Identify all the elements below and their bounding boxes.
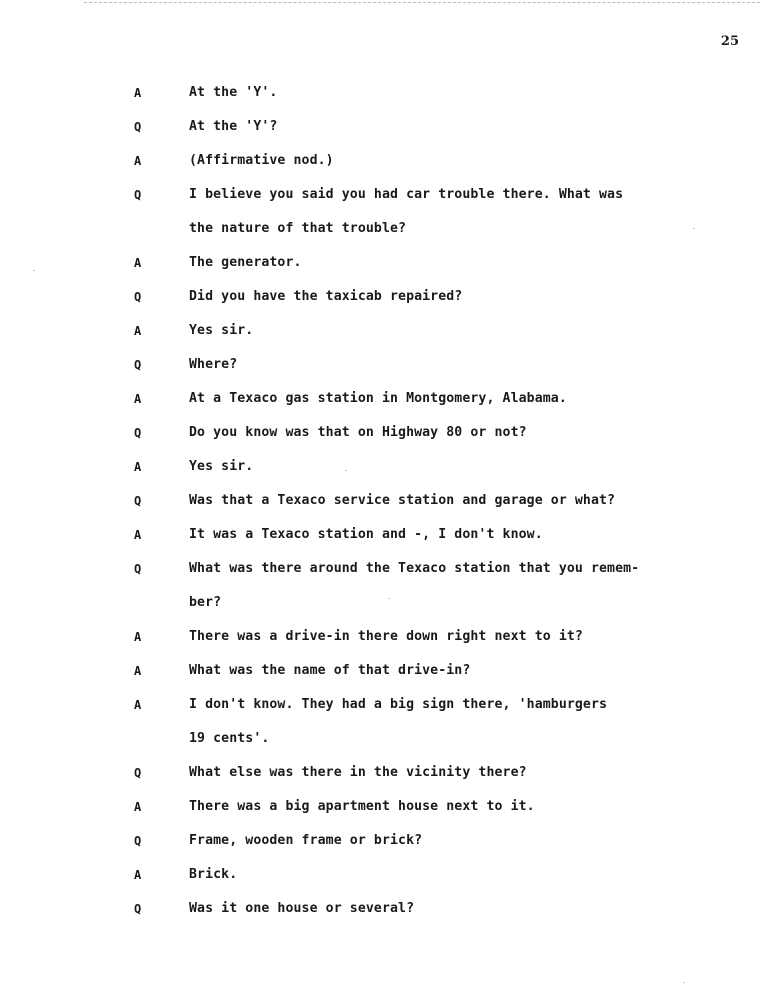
- testimony-text: Was it one house or several?: [189, 901, 415, 916]
- testimony-text: What was the name of that drive-in?: [189, 663, 471, 678]
- speaker-label: Q: [134, 766, 142, 780]
- transcript-line: [0, 525, 763, 559]
- testimony-text: Yes sir.: [189, 459, 254, 474]
- transcript-line: [0, 457, 763, 491]
- testimony-text: There was a big apartment house next to it.: [189, 799, 535, 814]
- transcript-line: [0, 117, 763, 151]
- speaker-label: A: [134, 800, 142, 814]
- transcript-body: [0, 83, 763, 933]
- transcript-line: [0, 559, 763, 593]
- testimony-text: Yes sir.: [189, 323, 254, 338]
- testimony-text: (Affirmative nod.): [189, 153, 334, 168]
- transcript-line: [0, 83, 763, 117]
- transcript-line: [0, 287, 763, 321]
- speaker-label: A: [134, 664, 142, 678]
- speaker-label: Q: [134, 120, 142, 134]
- testimony-text: What was there around the Texaco station that you remem-: [189, 561, 640, 576]
- testimony-text: Frame, wooden frame or brick?: [189, 833, 423, 848]
- speaker-label: A: [134, 528, 142, 542]
- transcript-line: [0, 423, 763, 457]
- transcript-line: [0, 151, 763, 185]
- speaker-label: A: [134, 324, 142, 338]
- testimony-text: It was a Texaco station and -, I don't know.: [189, 527, 543, 542]
- scan-speck: [683, 982, 685, 983]
- testimony-text: 19 cents'.: [189, 731, 270, 746]
- testimony-text: The generator.: [189, 255, 302, 270]
- testimony-text: I don't know. They had a big sign there, 'hamburgers: [189, 697, 608, 712]
- scan-speck: [388, 598, 390, 599]
- testimony-text: I believe you said you had car trouble there. What was: [189, 187, 624, 202]
- testimony-text: At the 'Y'.: [189, 85, 278, 100]
- testimony-text: There was a drive-in there down right next to it?: [189, 629, 583, 644]
- speaker-label: Q: [134, 494, 142, 508]
- testimony-text: Where?: [189, 357, 238, 372]
- page-number: 25: [720, 34, 739, 49]
- testimony-text: At the 'Y'?: [189, 119, 278, 134]
- transcript-line: [0, 491, 763, 525]
- speaker-label: A: [134, 698, 142, 712]
- transcript-line: [0, 593, 763, 627]
- transcript-line: [0, 729, 763, 763]
- testimony-text: Was that a Texaco service station and garage or what?: [189, 493, 616, 508]
- transcript-line: [0, 763, 763, 797]
- transcript-line: [0, 695, 763, 729]
- speaker-label: A: [134, 256, 142, 270]
- speaker-label: A: [134, 154, 142, 168]
- transcript-line: [0, 219, 763, 253]
- speaker-label: Q: [134, 290, 142, 304]
- transcript-line: [0, 355, 763, 389]
- testimony-text: What else was there in the vicinity there?: [189, 765, 527, 780]
- transcript-line: [0, 185, 763, 219]
- speaker-label: Q: [134, 562, 142, 576]
- transcript-line: [0, 865, 763, 899]
- speaker-label: Q: [134, 834, 142, 848]
- scan-speck: [33, 270, 35, 271]
- transcript-line: [0, 389, 763, 423]
- testimony-text: ber?: [189, 595, 222, 610]
- transcript-line: [0, 899, 763, 933]
- testimony-text: Do you know was that on Highway 80 or not?: [189, 425, 527, 440]
- speaker-label: Q: [134, 902, 142, 916]
- transcript-line: [0, 797, 763, 831]
- speaker-label: Q: [134, 358, 142, 372]
- scan-speck: [693, 228, 695, 229]
- speaker-label: A: [134, 630, 142, 644]
- testimony-text: At a Texaco gas station in Montgomery, Alabama.: [189, 391, 567, 406]
- transcript-line: [0, 831, 763, 865]
- speaker-label: Q: [134, 426, 142, 440]
- speaker-label: A: [134, 86, 142, 100]
- transcript-line: [0, 321, 763, 355]
- testimony-text: Brick.: [189, 867, 238, 882]
- speaker-label: A: [134, 460, 142, 474]
- speaker-label: Q: [134, 188, 142, 202]
- testimony-text: Did you have the taxicab repaired?: [189, 289, 463, 304]
- transcript-line: [0, 253, 763, 287]
- speaker-label: A: [134, 868, 142, 882]
- transcript-line: [0, 661, 763, 695]
- top-dashed-rule: [84, 2, 760, 3]
- speaker-label: A: [134, 392, 142, 406]
- scan-speck: [345, 470, 347, 471]
- transcript-line: [0, 627, 763, 661]
- testimony-text: the nature of that trouble?: [189, 221, 407, 236]
